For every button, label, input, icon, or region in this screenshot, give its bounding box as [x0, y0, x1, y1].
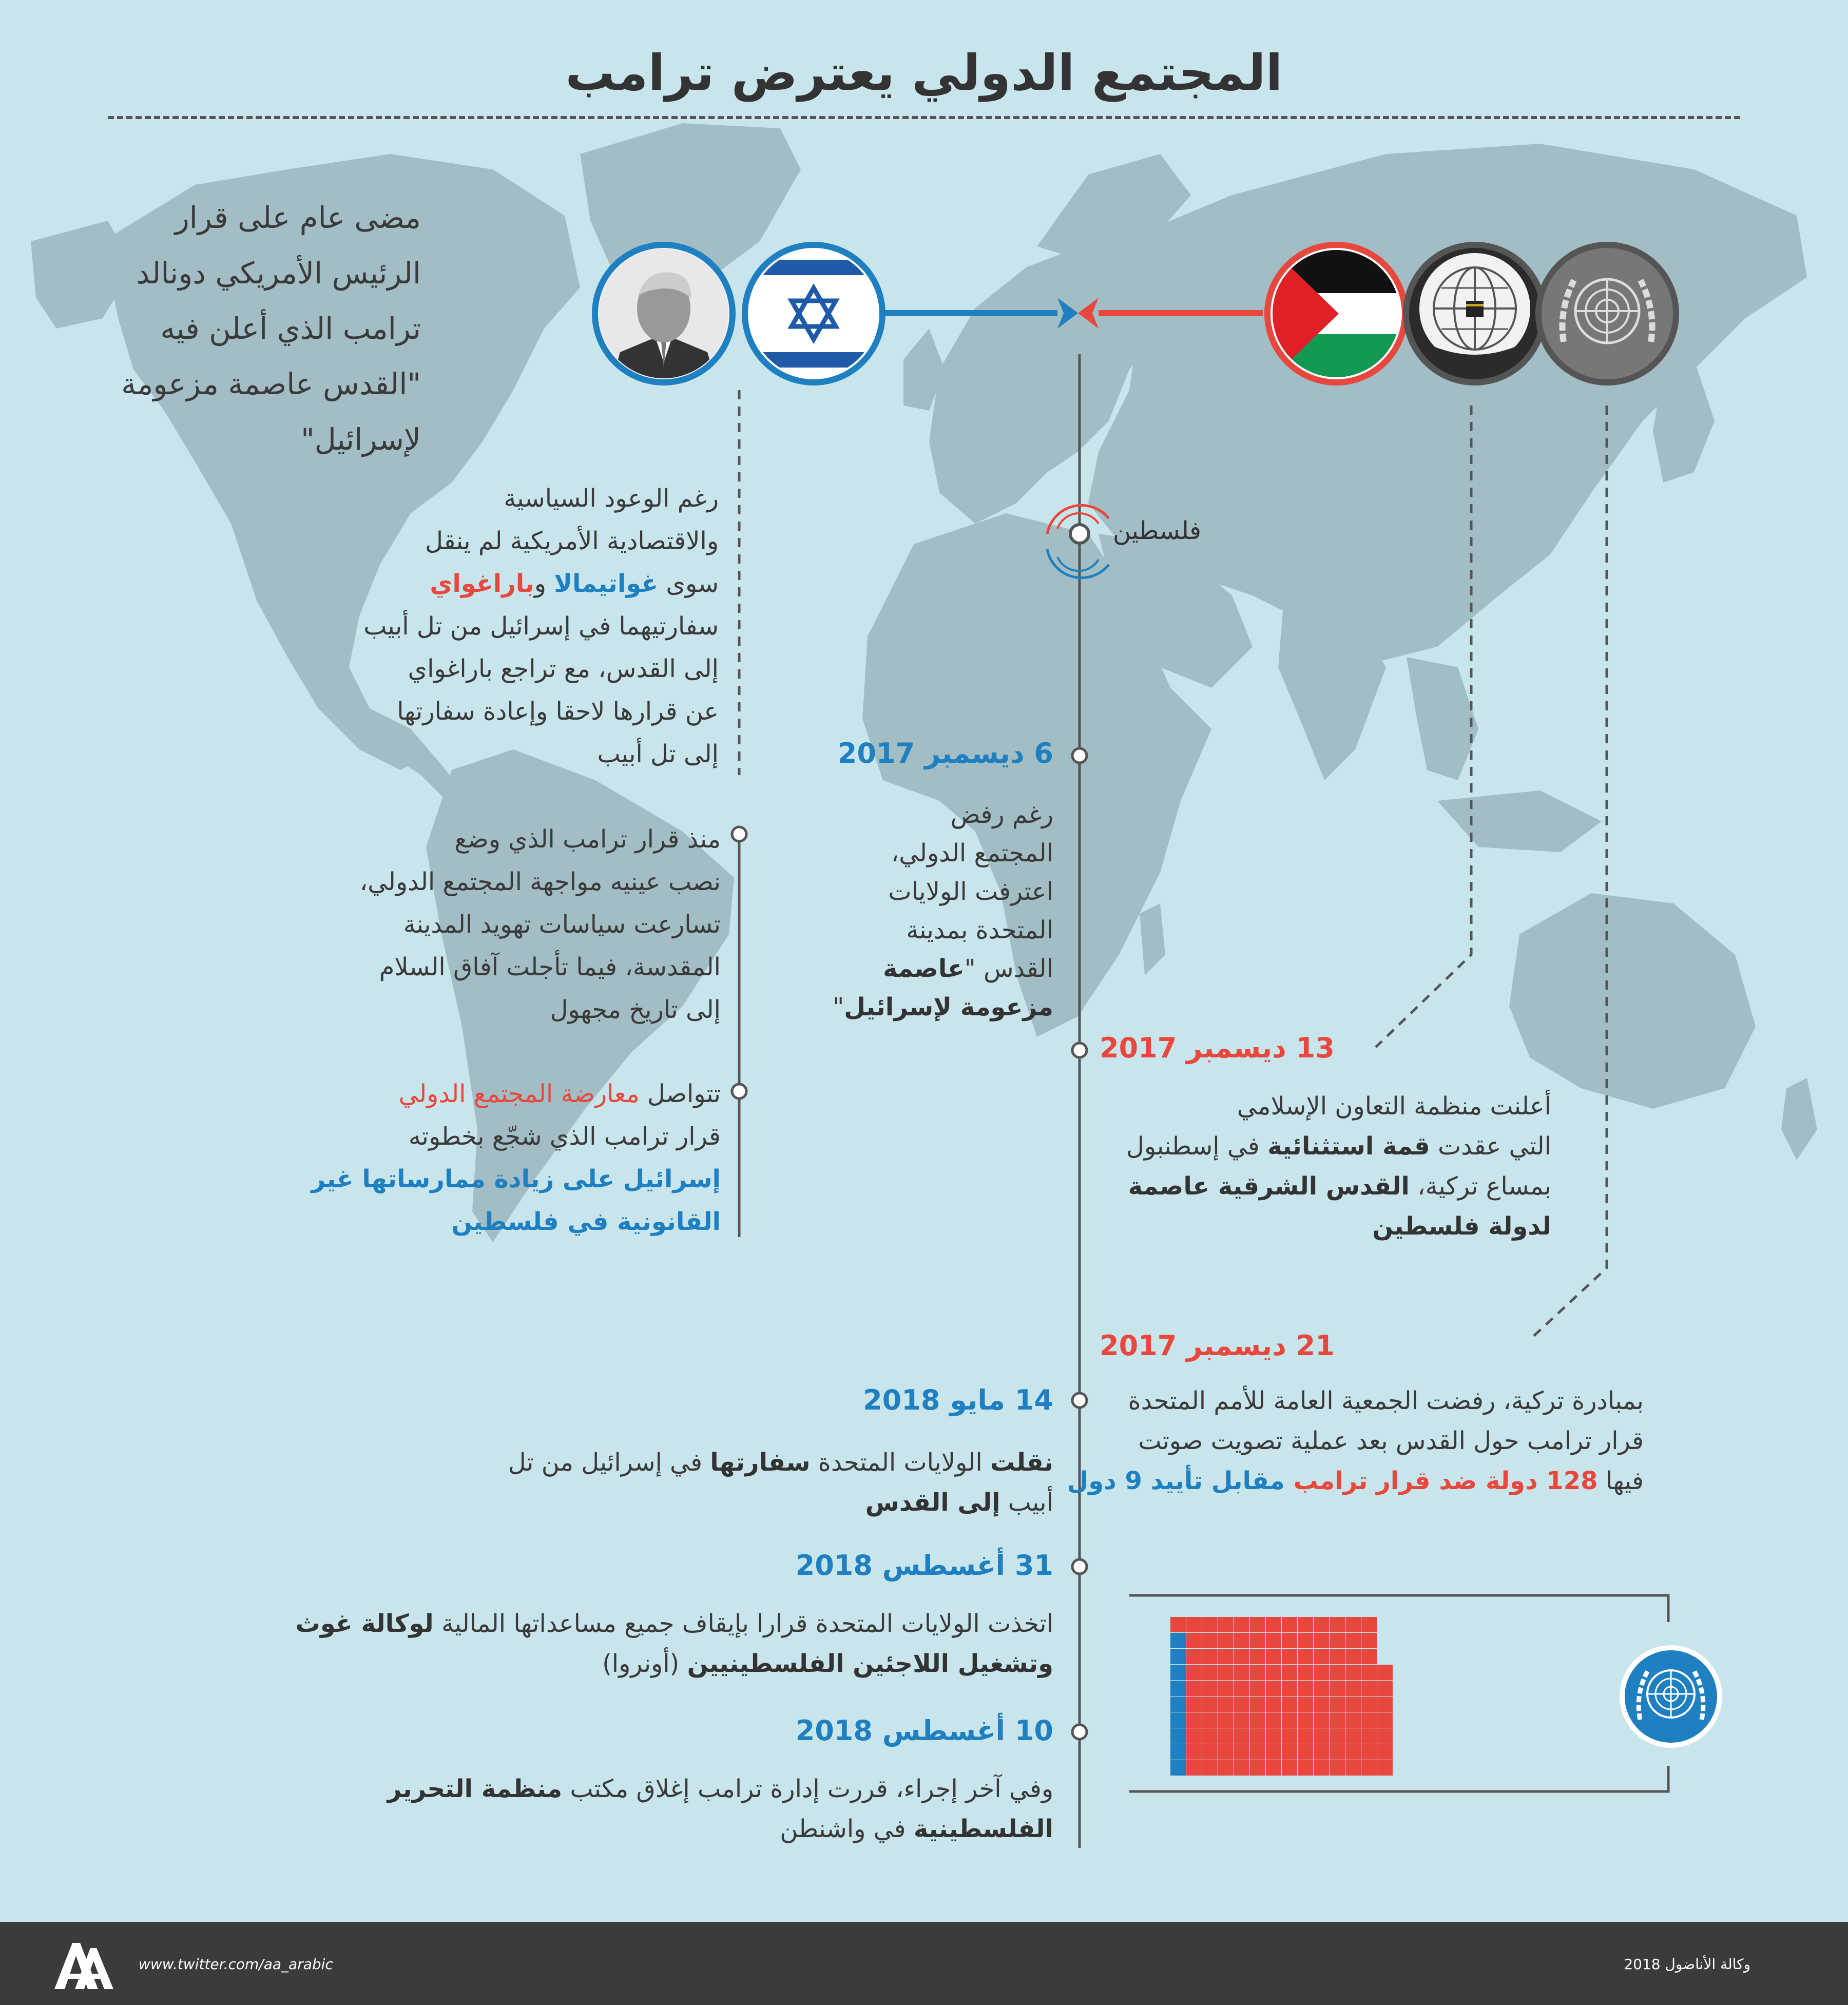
vote-cell-against: [1314, 1649, 1329, 1664]
dec21-paragraph: [1067, 1381, 1644, 1501]
vote-cell-against: [1186, 1665, 1202, 1680]
vote-cell-against: [1345, 1712, 1361, 1728]
dec21-for-highlight: مقابل تأييد 9 دول: [1067, 1467, 1294, 1495]
dec21-against-highlight: 128 دولة ضد قرار ترامب: [1293, 1467, 1598, 1495]
aug10-l1-prefix: وفي آخر إجراء، قررت إدارة ترامب إغلاق مكتب: [562, 1775, 1053, 1803]
vote-cell-against: [1234, 1696, 1249, 1712]
vote-cell-against: [1330, 1617, 1345, 1632]
date-aug31: 31 أغسطس 2018: [795, 1549, 1053, 1582]
vote-cell-against: [1202, 1696, 1218, 1712]
trump-portrait-icon: [589, 239, 738, 388]
vote-cell-against: [1345, 1633, 1361, 1648]
intro-line: مضى عام على قرار: [175, 200, 421, 235]
vote-cell-against: [1330, 1633, 1345, 1648]
vote-cell-against: [1377, 1681, 1393, 1696]
vote-cell-against: [1298, 1633, 1313, 1648]
oic-dashed-line: [1376, 406, 1471, 1047]
timeline-node-may14: [1072, 1393, 1087, 1408]
dec6-l5-bold: عاصمة: [883, 954, 965, 983]
vote-cell-against: [1361, 1633, 1377, 1648]
dec13-l2-suffix: في إسطنبول: [1126, 1132, 1268, 1161]
vote-cell-against: [1202, 1665, 1218, 1680]
vote-cell-against: [1234, 1744, 1249, 1760]
vote-cell-against: [1186, 1649, 1202, 1664]
vote-cell-against: [1266, 1696, 1281, 1712]
red-arrow-head: [1078, 298, 1099, 329]
vote-cell-against: [1282, 1681, 1297, 1696]
vote-cell-against: [1361, 1712, 1377, 1728]
vote-cell-against: [1314, 1728, 1329, 1744]
vote-cell-against: [1361, 1760, 1377, 1776]
palestine-map-label: فلسطين: [1113, 516, 1202, 545]
vote-cell-against: [1314, 1617, 1329, 1632]
vote-cell-against: [1250, 1665, 1265, 1680]
opposition-line: [156, 1073, 721, 1115]
vote-cell-against: [1314, 1760, 1329, 1776]
vote-cell-against: [1234, 1649, 1249, 1664]
vote-cell-against: [1170, 1617, 1186, 1632]
vote-cell-for: [1170, 1649, 1186, 1664]
date-dec6: 6 ديسمبر 2017: [837, 737, 1053, 769]
vote-cell-against: [1377, 1728, 1393, 1744]
vote-cell-against: [1282, 1649, 1297, 1664]
vote-cell-against: [1218, 1744, 1234, 1760]
vote-cell-against: [1266, 1681, 1281, 1696]
timeline-node-dec13: [1072, 1043, 1087, 1057]
judaize-paragraph: [156, 818, 721, 1031]
vote-cell-against: [1345, 1681, 1361, 1696]
vote-cell-against: [1266, 1760, 1281, 1776]
dec13-l2-bold: قمة استثنائية: [1267, 1132, 1430, 1161]
vote-cell-against: [1218, 1696, 1234, 1712]
vote-cell-against: [1314, 1681, 1329, 1696]
blue-arrow-head: [1057, 298, 1078, 329]
vote-cell-against: [1298, 1728, 1313, 1744]
date-dec21: 21 ديسمبر 2017: [1100, 1329, 1335, 1362]
dec13-line: [1100, 1126, 1551, 1166]
intro-line: الرئيس الأمريكي دونالد: [136, 256, 421, 291]
vote-cell-against: [1186, 1681, 1202, 1696]
vote-cell-against: [1266, 1617, 1281, 1632]
vote-cell-against: [1234, 1665, 1249, 1680]
vote-cell-against: [1330, 1712, 1345, 1728]
vote-cell-against: [1361, 1617, 1377, 1632]
vote-cell-against: [1202, 1617, 1218, 1632]
embassy-line: والاقتصادية الأمريكية لم ينقل: [425, 527, 719, 555]
vote-cell-against: [1298, 1665, 1313, 1680]
vote-cell-against: [1314, 1665, 1329, 1680]
vote-cell-against: [1377, 1712, 1393, 1728]
vote-cell-against: [1330, 1744, 1345, 1760]
vote-cell-against: [1345, 1728, 1361, 1744]
dec13-l3-prefix: بمساع تركية،: [1409, 1172, 1551, 1201]
footer-twitter-link[interactable]: www.twitter.com/aa_arabic: [139, 1956, 333, 1973]
vote-cell-against: [1186, 1617, 1202, 1632]
aug31-line: [232, 1604, 1053, 1644]
aug10-paragraph: [386, 1769, 1053, 1849]
embassy-line: [154, 563, 719, 605]
opposition-line: إسرائيل على زيادة ممارساتها غير: [311, 1165, 721, 1193]
vote-cell-against: [1330, 1681, 1345, 1696]
vote-cell-against: [1377, 1665, 1393, 1680]
vote-cell-against: [1345, 1744, 1361, 1760]
vote-cell-against: [1202, 1728, 1218, 1744]
vote-cell-against: [1330, 1728, 1345, 1744]
vote-cell-against: [1282, 1633, 1297, 1648]
aug10-line: [386, 1769, 1053, 1809]
vote-cell-against: [1266, 1728, 1281, 1744]
vote-cell-against: [1282, 1712, 1297, 1728]
dec6-line: رغم رفض: [950, 800, 1053, 829]
dec6-l5-prefix: القدس ": [964, 954, 1053, 983]
israel-flag-icon: [739, 239, 888, 388]
vote-cell-against: [1298, 1760, 1313, 1776]
dec13-paragraph: [1100, 1086, 1551, 1246]
un-emblem-small-icon: [1617, 1643, 1725, 1750]
vote-cell-against: [1234, 1760, 1249, 1776]
vote-cell-against: [1250, 1744, 1265, 1760]
dec6-l6-end: ": [833, 993, 844, 1021]
vote-cell-against: [1186, 1633, 1202, 1648]
vote-cell-against: [1186, 1712, 1202, 1728]
aug10-line: [386, 1809, 1053, 1849]
opposition-line: القانونية في فلسطين: [451, 1207, 721, 1236]
vote-cell-against: [1266, 1633, 1281, 1648]
vote-cell-against: [1186, 1696, 1202, 1712]
date-dec13: 13 ديسمبر 2017: [1100, 1032, 1335, 1064]
judaize-line: نصب عينيه مواجهة المجتمع الدولي،: [359, 867, 721, 896]
vote-cell-against: [1282, 1665, 1297, 1680]
vote-cell-against: [1218, 1712, 1234, 1728]
vote-cell-against: [1298, 1712, 1313, 1728]
vote-cell-against: [1314, 1633, 1329, 1648]
dec21-line: قرار ترامب حول القدس بعد عملية تصويت صوتت: [1138, 1426, 1644, 1455]
vote-cell-against: [1202, 1744, 1218, 1760]
vote-cell-against: [1250, 1728, 1265, 1744]
vote-cell-against: [1282, 1696, 1297, 1712]
judaize-line: المقدسة، فيما تأجلت آفاق السلام: [379, 953, 721, 981]
aa-logo-icon: [49, 1940, 116, 1992]
vote-cell-against: [1282, 1617, 1297, 1632]
left-node: [732, 1084, 746, 1098]
may14-l2-prefix: أبيب: [1000, 1488, 1053, 1517]
vote-cell-against: [1218, 1728, 1234, 1744]
vote-cell-against: [1298, 1681, 1313, 1696]
vote-cell-against: [1345, 1649, 1361, 1664]
footer-credit: وكالة الأناضول 2018: [1624, 1956, 1750, 1973]
vote-cell-against: [1361, 1681, 1377, 1696]
vote-cell-for: [1170, 1744, 1186, 1760]
may14-line: [489, 1442, 1053, 1482]
aug31-l2-bold: وتشغيل اللاجئين الفلسطينيين: [687, 1649, 1053, 1678]
judaize-line: تسارعت سياسات تهويد المدينة: [403, 910, 721, 939]
may14-post: في إسرائيل من تل: [508, 1448, 710, 1477]
un-emblem-icon: [1533, 239, 1682, 388]
vote-cell-for: [1170, 1665, 1186, 1680]
vote-cell-against: [1186, 1760, 1202, 1776]
vote-cell-against: [1250, 1649, 1265, 1664]
vote-cell-against: [1377, 1696, 1393, 1712]
aug31-line: [232, 1644, 1053, 1684]
vote-cell-against: [1345, 1665, 1361, 1680]
aug10-l1-bold: منظمة التحرير: [387, 1775, 563, 1803]
vote-cell-against: [1377, 1744, 1393, 1760]
vote-cell-against: [1234, 1617, 1249, 1632]
vote-cell-against: [1202, 1649, 1218, 1664]
dec6-line: المجتمع الدولي،: [891, 839, 1053, 867]
vote-cell-against: [1314, 1744, 1329, 1760]
dec21-line: [1067, 1461, 1644, 1501]
dec6-line: اعترفت الولايات: [888, 877, 1053, 906]
oic-emblem-icon: [1400, 239, 1549, 388]
aug31-l1-prefix: اتخذت الولايات المتحدة قرارا بإيقاف جميع مساعداتها المالية: [433, 1609, 1053, 1638]
embassy-line3-prefix: سوى: [658, 569, 719, 598]
vote-cell-against: [1202, 1633, 1218, 1648]
vote-cell-against: [1218, 1760, 1234, 1776]
vote-cell-against: [1234, 1712, 1249, 1728]
intro-line: لإسرائيل": [300, 422, 421, 457]
vote-cell-for: [1170, 1760, 1186, 1776]
vote-cell-against: [1361, 1728, 1377, 1744]
vote-cell-against: [1234, 1728, 1249, 1744]
vote-cell-against: [1186, 1728, 1202, 1744]
vote-cell-against: [1314, 1696, 1329, 1712]
vote-cell-against: [1361, 1649, 1377, 1664]
embassy-line: عن قرارها لاحقا وإعادة سفارتها: [397, 697, 719, 726]
vote-cell-against: [1250, 1681, 1265, 1696]
vote-cell-against: [1298, 1744, 1313, 1760]
vote-cell-against: [1218, 1617, 1234, 1632]
vote-cell-against: [1330, 1760, 1345, 1776]
may14-mid: الولايات المتحدة: [810, 1448, 991, 1477]
may14-b1: نقلت: [990, 1448, 1053, 1477]
aug31-l1-bold: لوكالة غوث: [295, 1609, 434, 1638]
palestine-flag-icon: [1262, 239, 1411, 388]
embassy-and: و: [534, 569, 554, 598]
vote-cell-against: [1202, 1760, 1218, 1776]
opposition-line: قرار ترامب الذي شجّع بخطوته: [408, 1122, 721, 1151]
vote-cell-against: [1266, 1744, 1281, 1760]
vote-cell-against: [1330, 1696, 1345, 1712]
dec6-paragraph: [745, 796, 1053, 1027]
dec6-line: المتحدة بمدينة: [906, 916, 1053, 944]
vote-cell-against: [1202, 1681, 1218, 1696]
vote-cell-against: [1361, 1665, 1377, 1680]
dec13-line: [1100, 1166, 1551, 1206]
date-aug10: 10 أغسطس 2018: [795, 1714, 1053, 1747]
embassy-line: إلى تل أبيب: [597, 740, 719, 768]
date-may14: 14 مايو 2018: [863, 1384, 1053, 1416]
vote-cell-against: [1202, 1712, 1218, 1728]
vote-cell-against: [1266, 1712, 1281, 1728]
vote-cell-for: [1170, 1728, 1186, 1744]
vote-cell-against: [1345, 1696, 1361, 1712]
vote-cell-against: [1250, 1712, 1265, 1728]
dec21-l3-prefix: فيها: [1597, 1467, 1644, 1495]
vote-cell-against: [1330, 1665, 1345, 1680]
aug31-paragraph: [232, 1604, 1053, 1684]
opposition-prefix: تتواصل: [639, 1079, 721, 1108]
opposition-highlight: معارضة المجتمع الدولي: [398, 1079, 640, 1108]
vote-cell-against: [1361, 1744, 1377, 1760]
vote-cell-against: [1282, 1744, 1297, 1760]
may14-paragraph: [489, 1442, 1053, 1522]
embassy-line: رغم الوعود السياسية: [504, 484, 719, 513]
vote-cell-against: [1298, 1617, 1313, 1632]
vote-cell-for: [1170, 1696, 1186, 1712]
may14-l2-bold: إلى القدس: [865, 1488, 1000, 1517]
intro-line: ترامب الذي أعلن فيه: [160, 311, 421, 346]
vote-cell-against: [1298, 1649, 1313, 1664]
dec6-line: [745, 988, 1053, 1027]
vote-cell-against: [1186, 1744, 1202, 1760]
vote-cell-against: [1234, 1633, 1249, 1648]
vote-cell-against: [1250, 1760, 1265, 1776]
embassy-paragraph: [154, 477, 719, 776]
dec13-l3-bold: القدس الشرقية عاصمة: [1128, 1172, 1410, 1201]
vote-cell-against: [1282, 1728, 1297, 1744]
may14-b2: سفارتها: [710, 1448, 811, 1477]
opposition-paragraph: [156, 1073, 721, 1243]
vote-cell-against: [1330, 1649, 1345, 1664]
aug10-l2-suffix: في واشنطن: [780, 1815, 914, 1843]
timeline-node-aug31: [1072, 1559, 1087, 1574]
timeline-node-aug10: [1072, 1725, 1087, 1739]
palestine-location-marker: [1047, 505, 1109, 577]
guatemala-highlight: غواتيمالا: [554, 569, 659, 598]
dec21-line: بمبادرة تركية، رفضت الجمعية العامة للأمم المتحدة: [1128, 1386, 1644, 1415]
vote-cell-against: [1266, 1665, 1281, 1680]
vote-cell-against: [1250, 1633, 1265, 1648]
judaize-line: منذ قرار ترامب الذي وضع: [454, 825, 721, 854]
vote-cell-against: [1377, 1760, 1393, 1776]
intro-line: "القدس عاصمة مزعومة: [121, 367, 421, 401]
vote-cell-against: [1218, 1633, 1234, 1648]
may14-line: [489, 1482, 1053, 1522]
aug31-l2-suffix: (أونروا): [602, 1649, 687, 1678]
judaize-line: إلى تاريخ مجهول: [550, 995, 721, 1024]
vote-cell-against: [1234, 1681, 1249, 1696]
vote-waffle-grid: [1170, 1617, 1581, 1776]
vote-cell-for: [1170, 1712, 1186, 1728]
vote-cell-against: [1218, 1649, 1234, 1664]
vote-cell-for: [1170, 1633, 1186, 1648]
dec13-l2-prefix: التي عقدت: [1430, 1132, 1551, 1161]
vote-cell-against: [1218, 1665, 1234, 1680]
vote-cell-against: [1266, 1649, 1281, 1664]
page-title: المجتمع الدولي يعترض ترامب: [565, 44, 1283, 102]
left-node: [732, 827, 746, 841]
vote-cell-against: [1345, 1760, 1361, 1776]
timeline-node-dec6: [1072, 748, 1087, 763]
vote-cell-against: [1250, 1696, 1265, 1712]
embassy-line: إلى القدس، مع تراجع باراغواي: [408, 654, 719, 683]
vote-cell-against: [1361, 1696, 1377, 1712]
vote-cell-against: [1218, 1681, 1234, 1696]
vote-cell-against: [1298, 1696, 1313, 1712]
vote-cell-against: [1345, 1617, 1361, 1632]
dec13-line: لدولة فلسطين: [1372, 1212, 1551, 1241]
paraguay-highlight: باراغواي: [430, 569, 534, 598]
dec6-line: [745, 950, 1053, 988]
dec6-l6-bold: مزعومة لإسرائيل: [844, 993, 1053, 1021]
vote-cell-against: [1282, 1760, 1297, 1776]
vote-cell-against: [1314, 1712, 1329, 1728]
vote-cell-for: [1170, 1681, 1186, 1696]
embassy-line: سفارتيهما في إسرائيل من تل أبيب: [363, 612, 719, 641]
dec13-line: أعلنت منظمة التعاون الإسلامي: [1237, 1092, 1551, 1121]
vote-cell-against: [1250, 1617, 1265, 1632]
aug10-l2-bold: الفلسطينية: [913, 1815, 1053, 1843]
